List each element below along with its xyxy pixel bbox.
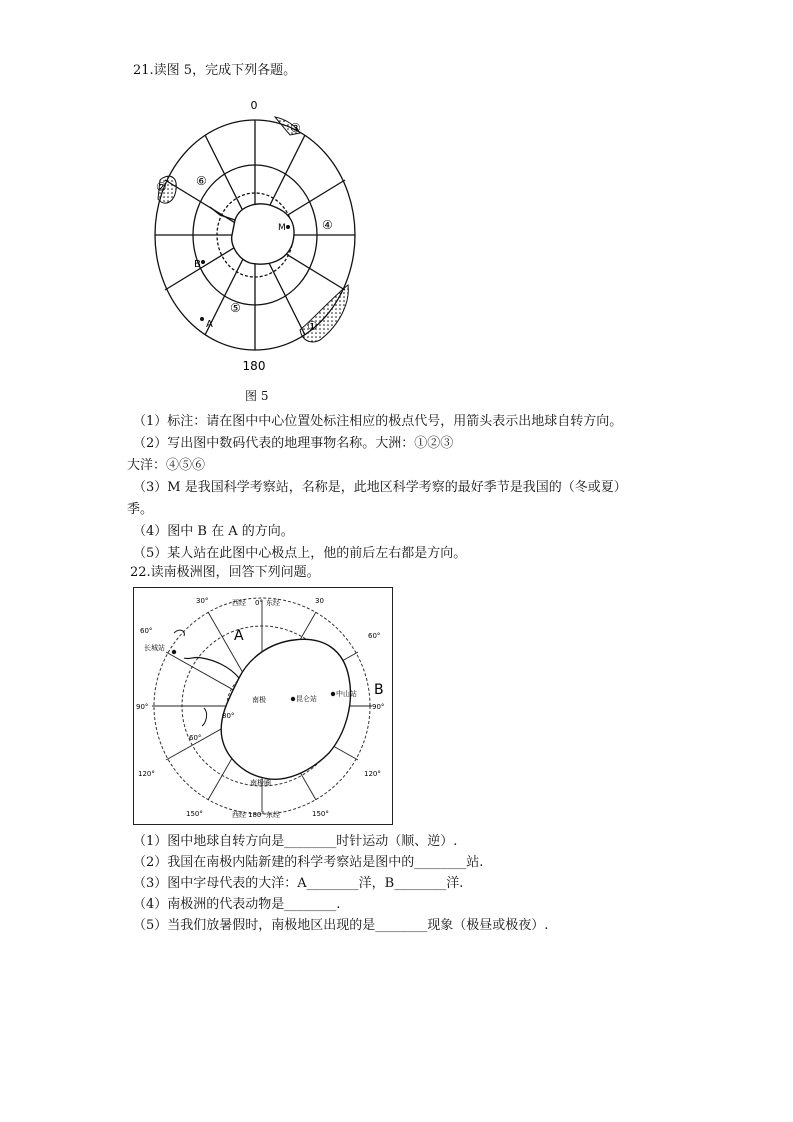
antarctica-continent xyxy=(221,639,350,779)
q21-item-1: （1）标注：请在图中中心位置处标注相应的极点代号，用箭头表示出地球自转方向。 xyxy=(133,414,623,429)
continent-1 xyxy=(300,285,348,342)
lon-90w: 90° xyxy=(136,703,149,711)
q21-item-4: （4）图中 B 在 A 的方向。 xyxy=(133,524,294,539)
antarctic-circle-label: 南极圈 xyxy=(250,779,271,787)
zhongshan-station: 中山站 xyxy=(336,690,357,698)
mark-6: ⑥ xyxy=(196,174,207,188)
q22-item-5: （5）当我们放暑假时，南极地区出现的是________现象（极昼或极夜）. xyxy=(133,918,549,933)
q22-item-1: （1）图中地球自转方向是________时针运动（顺、逆）. xyxy=(133,834,458,849)
mark-3: ③ xyxy=(290,121,301,135)
ocean-B: B xyxy=(374,682,384,698)
kunlun-station: 昆仑站 xyxy=(296,695,317,703)
south-pole-label: 南极 xyxy=(252,696,266,704)
antarctica-outline xyxy=(232,204,294,264)
label-180: 180 xyxy=(242,359,266,373)
q21-item-2: （2）写出图中数码代表的地理事物名称。大洲：①②③ xyxy=(133,436,454,451)
lon-150w: 150° xyxy=(186,810,203,818)
lon-120w: 120° xyxy=(138,770,155,778)
lon-60e: 60° xyxy=(368,632,381,640)
q22-title: 22.读南极洲图，回答下列问题。 xyxy=(130,565,320,580)
lat-80-label: 80° xyxy=(222,712,235,720)
point-B: B xyxy=(194,259,201,270)
bottom-180: 180° xyxy=(248,811,265,819)
point-A: A xyxy=(206,319,213,330)
lon-150e: 150° xyxy=(312,810,329,818)
ocean-A: A xyxy=(234,628,244,644)
mark-5: ⑤ xyxy=(230,301,241,315)
bottom-east: 东经 xyxy=(266,811,280,819)
lon-30w: 30° xyxy=(196,597,209,605)
lon-30e: 30 xyxy=(315,597,324,605)
bottom-west: 西经 xyxy=(232,811,246,819)
top-east: 东经 xyxy=(266,599,280,607)
label-0: 0 xyxy=(250,99,258,112)
figure-5-caption: 图 5 xyxy=(245,389,269,403)
mark-4: ④ xyxy=(322,218,333,232)
q21-item-3b: 季。 xyxy=(127,502,154,517)
q21-item-3: （3）M 是我国科学考察站，名称是，此地区科学考察的最好季节是我国的（冬或夏） xyxy=(133,480,627,495)
lon-60w: 60° xyxy=(140,627,153,635)
top-0: 0° xyxy=(255,599,263,607)
q22-item-4: （4）南极洲的代表动物是________. xyxy=(133,897,341,912)
antarctica-map xyxy=(133,587,393,825)
lon-120e: 120° xyxy=(364,770,381,778)
figure-5-polar-map xyxy=(150,95,380,385)
q22-item-3: （3）图中字母代表的大洋：A________洋，B________洋. xyxy=(133,876,464,891)
lat-60-label: 60° xyxy=(189,734,202,742)
mark-2: ② xyxy=(156,180,167,194)
q21-title: 21.读图 5，完成下列各题。 xyxy=(133,63,297,78)
lon-90e: 90° xyxy=(372,703,385,711)
station-M: M xyxy=(278,223,286,233)
q22-item-2: （2）我国在南极内陆新建的科学考察站是图中的________站. xyxy=(133,855,484,870)
top-west: 西经 xyxy=(232,599,246,607)
changcheng-station: 长城站 xyxy=(144,644,165,652)
q21-item-5: （5）某人站在此图中心极点上，他的前后左右都是方向。 xyxy=(133,546,467,561)
q21-item-2b: 大洋：④⑤⑥ xyxy=(127,458,206,473)
mark-1: ① xyxy=(307,319,318,333)
